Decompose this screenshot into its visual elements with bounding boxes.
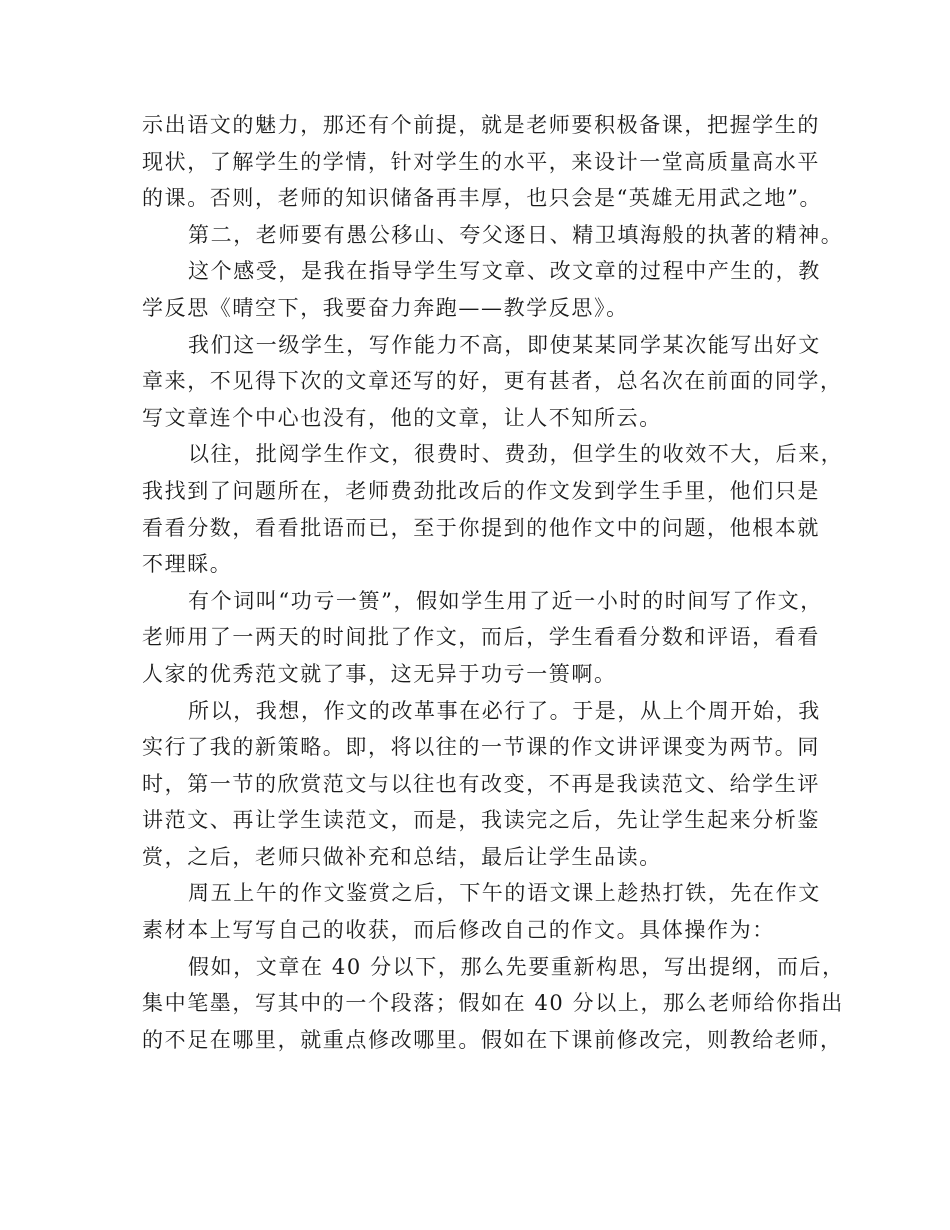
text-line: 素材本上写写自己的收获，而后修改自己的作文。具体操作为： (142, 918, 775, 943)
paragraph-first-line: 所以，我想，作文的改革事在必行了。于是，从上个周开始，我 (188, 698, 821, 723)
text-line: 时，第一节的欣赏范文与以往也有改变，不再是我读范文、给学生评 (142, 771, 820, 796)
text-line: 章来，不见得下次的文章还写的好，更有甚者，总名次在前面的同学， (142, 369, 843, 394)
text-line: 写文章连个中心也没有，他的文章，让人不知所云。 (142, 405, 662, 430)
text-line: 讲范文、再让学生读范文，而是，我读完之后，先让学生起来分析鉴 (142, 808, 820, 833)
text-line: 的课。否则，老师的知识储备再丰厚，也只会是“英雄无用武之地”。 (142, 186, 823, 211)
text-line: 学反思《晴空下，我要奋力奔跑——教学反思》。 (142, 295, 629, 320)
paragraph-first-line: 第二，老师要有愚公移山、夸父逐日、精卫填海般的执著的精神。 (188, 222, 844, 247)
text-line: 的不足在哪里，就重点修改哪里。假如在下课前修改完，则教给老师， (142, 1027, 843, 1052)
text-line: 现状，了解学生的学情，针对学生的水平，来设计一堂高质量高水平 (142, 149, 820, 174)
text-line: 集中笔墨，写其中的一个段落；假如在 40 分以上，那么老师给你指出 (142, 991, 844, 1016)
paragraph-first-line: 我们这一级学生，写作能力不高，即使某某同学某次能写出好文 (188, 332, 821, 357)
paragraph-first-line: 假如，文章在 40 分以下，那么先要重新构思，写出提纲，而后， (188, 954, 845, 979)
text-line: 实行了我的新策略。即，将以往的一节课的作文讲评课变为两节。同 (142, 735, 820, 760)
text-line: 老师用了一两天的时间批了作文，而后，学生看看分数和评语，看看 (142, 625, 820, 650)
text-line: 看看分数，看看批语而已，至于你提到的他作文中的问题，他根本就 (142, 515, 820, 540)
document-body (142, 107, 845, 1058)
text-line: 人家的优秀范文就了事，这无异于功亏一篑啊。 (142, 661, 617, 686)
text-line: 示出语文的魅力，那还有个前提，就是老师要积极备课，把握学生的 (142, 113, 820, 137)
text-line: 赏，之后，老师只做补充和总结，最后让学生品读。 (142, 844, 662, 869)
paragraph-first-line: 以往，批阅学生作文，很费时、费劲，但学生的收效不大，后来， (188, 442, 844, 467)
text-line: 我找到了问题所在，老师费劲批改后的作文发到学生手里，他们只是 (142, 478, 820, 503)
paragraph-first-line: 周五上午的作文鉴赏之后，下午的语文课上趁热打铁，先在作文 (188, 881, 821, 906)
paragraph-first-line: 这个感受，是我在指导学生写文章、改文章的过程中产生的，教 (188, 259, 821, 284)
text-line: 不理睬。 (142, 552, 233, 577)
paragraph-first-line: 有个词叫“功亏一篑”，假如学生用了近一小时的时间写了作文， (188, 588, 823, 613)
